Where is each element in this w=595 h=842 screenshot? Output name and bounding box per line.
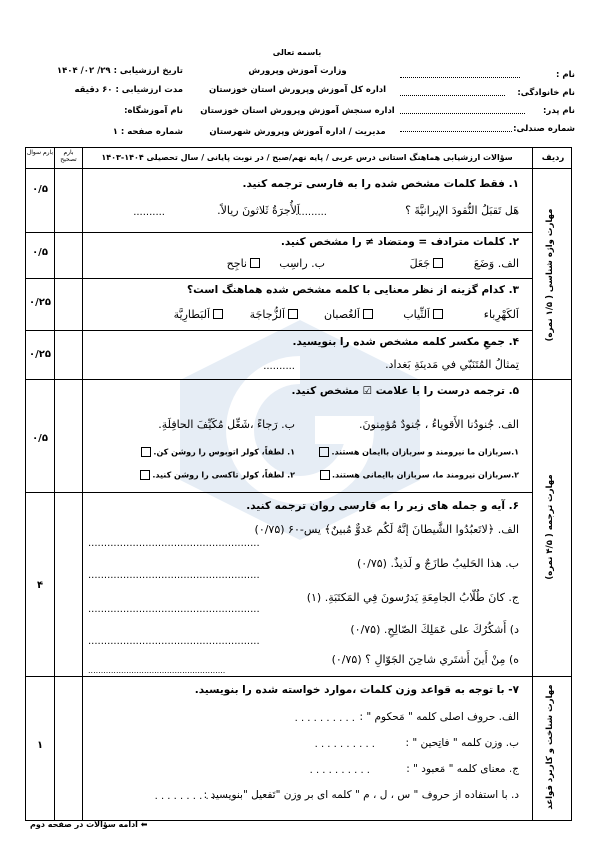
q3-option-2: اَلغُصبان (323, 308, 360, 321)
assessment-office: اداره سنجش آموزش وپرورش استان خوزستان (200, 106, 395, 116)
table-title: سؤالات ارزشیابی هماهنگ استانی درس عربی / پایه نهم/صبح / در نوبت پایانی / سال تحصیلی ۱۴۰۴-۱۴۰۳ (101, 153, 513, 162)
q2-score: ۰/۵ (32, 247, 48, 258)
q5-a-option-2-checkbox[interactable] (320, 470, 330, 480)
q7-item-d: د. با استفاده از حروف " س ، ل ، م " کلمه ای بر وزن "تَفعيل "بنويسيد : (203, 789, 519, 801)
q3-option-1-checkbox[interactable] (433, 309, 443, 319)
q6-answer-b[interactable]: ...................................................... (88, 570, 260, 581)
q3-score: ۰/۲۵ (29, 297, 51, 308)
q6-answer-a[interactable]: ...................................................... (88, 538, 260, 549)
q3-title: ۳. کدام گزینه از نظر معنایی با کلمه مشخص شده هماهنگ است؟ (187, 284, 519, 296)
q6-item-e: ه) مِنْ أَينَ أَشتَري شاحِنَ الجَوّالِ ؟ (۰/۷۵) (331, 653, 519, 666)
q5-sentence-b: ب. رَجاءً ،شَغِّل مُكَيِّفَ الحافِلَةِ. (158, 418, 295, 431)
q3-option-3-checkbox[interactable] (288, 309, 298, 319)
q2-b-checkbox[interactable] (250, 258, 260, 268)
q6-item-b: ب. هذا الحَليبُ طازَجٌ و لَذيذٌ. (۰/۷۵) (356, 557, 519, 570)
q6-score: ۴ (36, 580, 44, 591)
section-vocab: مهارت واژه شناسی ( ۱/۵ نمره) (545, 208, 555, 342)
q5-b-option-2: ۲. لطفاً، کولر تاکسی را روشن کنید. (152, 470, 295, 480)
q7-title: ۷- با توجه به قواعد وزن کلمات ،موارد خواسته شده را بنویسید. (194, 684, 519, 696)
school-name-label: نام آموزشگاه: (124, 106, 183, 116)
q7-item-c: ج. معنای کلمه " مَعبود " : (406, 763, 519, 775)
q7-answer-a[interactable]: . . . . . . . . . . (294, 713, 355, 724)
q3-option-2-checkbox[interactable] (363, 309, 373, 319)
exam-duration: مدت ارزشیابی : ۶۰ دقیقه (74, 85, 183, 95)
q2-a-word1: الف. وَضَعَ (473, 257, 519, 270)
name-label: نام : (556, 70, 575, 80)
q5-score: ۰/۵ (32, 433, 48, 444)
q6-answer-e[interactable]: ...................................................... (88, 666, 226, 675)
q3-option-4: اَلبَطارِيَّة (173, 308, 210, 321)
exam-date: تاریخ ارزشیابی : ۲۹/ ۰۲/ ۱۴۰۴ (56, 66, 183, 76)
basmala: باسمه تعالی (272, 48, 322, 57)
q2-b-word1: ب. راسِب (279, 257, 325, 270)
q2-title: ۲. کلمات مترادف = ومتضاد ≠ را مشخص کنید. (280, 236, 519, 248)
father-name-field[interactable] (400, 113, 525, 114)
q5-a-option-2: ۲.سربازان نیرومند ما، سربازان باایمانی هستند. (331, 470, 519, 480)
seat-number-label: شماره صندلی: (513, 124, 575, 134)
q7-answer-d[interactable]: . . . . . . . . . . (154, 791, 215, 802)
q6-item-d: د) أَشكُرُكَ علی عَمَلِكَ الصّالِحِ. (۰/۷۵) (350, 623, 519, 636)
father-name-label: نام پدر: (543, 106, 575, 116)
q3-option-1: اَلثِّياب (403, 308, 430, 321)
q1-title: ۱. فقط کلمات مشخص شده را به فارسی ترجمه کنید. (242, 178, 519, 190)
name-field[interactable] (400, 77, 520, 78)
q4-sentence: تِمثالُ المُتَنَبّي في مَدينَةِ بَغداد. (385, 358, 519, 371)
section-translation: مهارت ترجمه ( ۴/۵ نمره) (545, 474, 555, 580)
q5-title: ۵. ترجمه درست را با علامت ☑ مشخص کنید. (291, 385, 519, 397)
q1-answer-a[interactable]: .......... (295, 207, 327, 218)
section-grammar: مهارت شناخت و کاربرد قواعد (545, 684, 555, 810)
q4-title: ۴. جمعِ مکسر کلمه مشخص شده را بنویسید. (292, 336, 519, 348)
q6-item-a: الف. ﴿لاتَعبُدُوا الشَّيطانَ إنَّهُ لَكُم عَدوٌّ مُبينٌ﴾ یس-۶۰ (۰/۷۵) (254, 523, 519, 536)
seat-number-field[interactable] (400, 131, 512, 132)
general-office: اداره کل آموزش وپرورش استان خوزستان (208, 85, 387, 95)
score-correct-header: بارم تصحیح (60, 149, 77, 163)
q7-item-b: ب. وزن کلمه " فاتِحين " : (405, 737, 519, 749)
q2-a-word2: جَعَلَ (409, 257, 430, 270)
q3-keyword: اَلكَهْرِباء (483, 308, 519, 321)
q5-b-option-1: ۱. لطفاً، کولر اتوبوس را روشن کن. (153, 447, 295, 457)
q6-answer-c[interactable]: ...................................................... (88, 604, 260, 615)
q5-a-option-1: ۱.سربازان ما نیرومند و سربازان باایمان هستند. (331, 447, 519, 457)
score-question-header: بارم سوال (26, 149, 54, 156)
q1-sentence-a: هَل تَقبَلُ النُّقودَ الإيرانيَّةَ ؟ (405, 204, 519, 217)
q5-b-option-1-checkbox[interactable] (141, 447, 151, 457)
management-line: مدیریت / اداره آموزش وپرورش شهرستان (209, 127, 386, 137)
arrow-left-icon: ⬅ (140, 820, 148, 829)
q3-option-3: اَلزُّجاجَة (249, 308, 285, 321)
q7-score: ۱ (36, 740, 44, 751)
q3-option-4-checkbox[interactable] (213, 309, 223, 319)
continue-note: ادامه سؤالات در صفحه دوم (30, 820, 138, 829)
q5-sentence-a: الف. جُنودُنا الأَقوياءُ ، جُنودٌ مُؤمِنونَ. (358, 418, 519, 431)
ministry: وزارت آموزش وپرورش (248, 66, 347, 76)
q2-a-checkbox[interactable] (433, 258, 443, 268)
q7-item-a: الف. حروف اصلی کلمه " مَحکوم " : (359, 711, 519, 723)
q7-answer-c[interactable]: . . . . . . . . . . (309, 765, 370, 776)
q4-answer[interactable]: .......... (263, 361, 295, 372)
q6-item-c: ج. كانَ طُلّابُ الجامِعَةِ يَدرُسونَ فِي المَكتَبَةِ. (۱) (306, 591, 519, 604)
q6-title: ۶. آیه و جمله های زیر را به فارسی روان ترجمه کنید. (246, 500, 519, 512)
row-header: ردیف (541, 153, 565, 163)
q1-answer-b[interactable]: .......... (133, 207, 165, 218)
q6-answer-d[interactable]: ...................................................... (88, 636, 260, 647)
q4-score: ۰/۲۵ (29, 349, 51, 360)
q1-score: ۰/۵ (32, 184, 48, 195)
q5-b-option-2-checkbox[interactable] (140, 470, 150, 480)
surname-label: نام خانوادگی: (517, 88, 575, 98)
surname-field[interactable] (400, 95, 505, 96)
page-number: شماره صفحه : ۱ (112, 127, 183, 137)
q1-sentence-b: اَلأُجرَةُ ثَلاثونَ ريالاً. (217, 204, 300, 217)
q2-b-word2: ناجِح (226, 257, 247, 270)
q5-a-option-1-checkbox[interactable] (319, 447, 329, 457)
q7-answer-b[interactable]: . . . . . . . . . . (314, 739, 375, 750)
